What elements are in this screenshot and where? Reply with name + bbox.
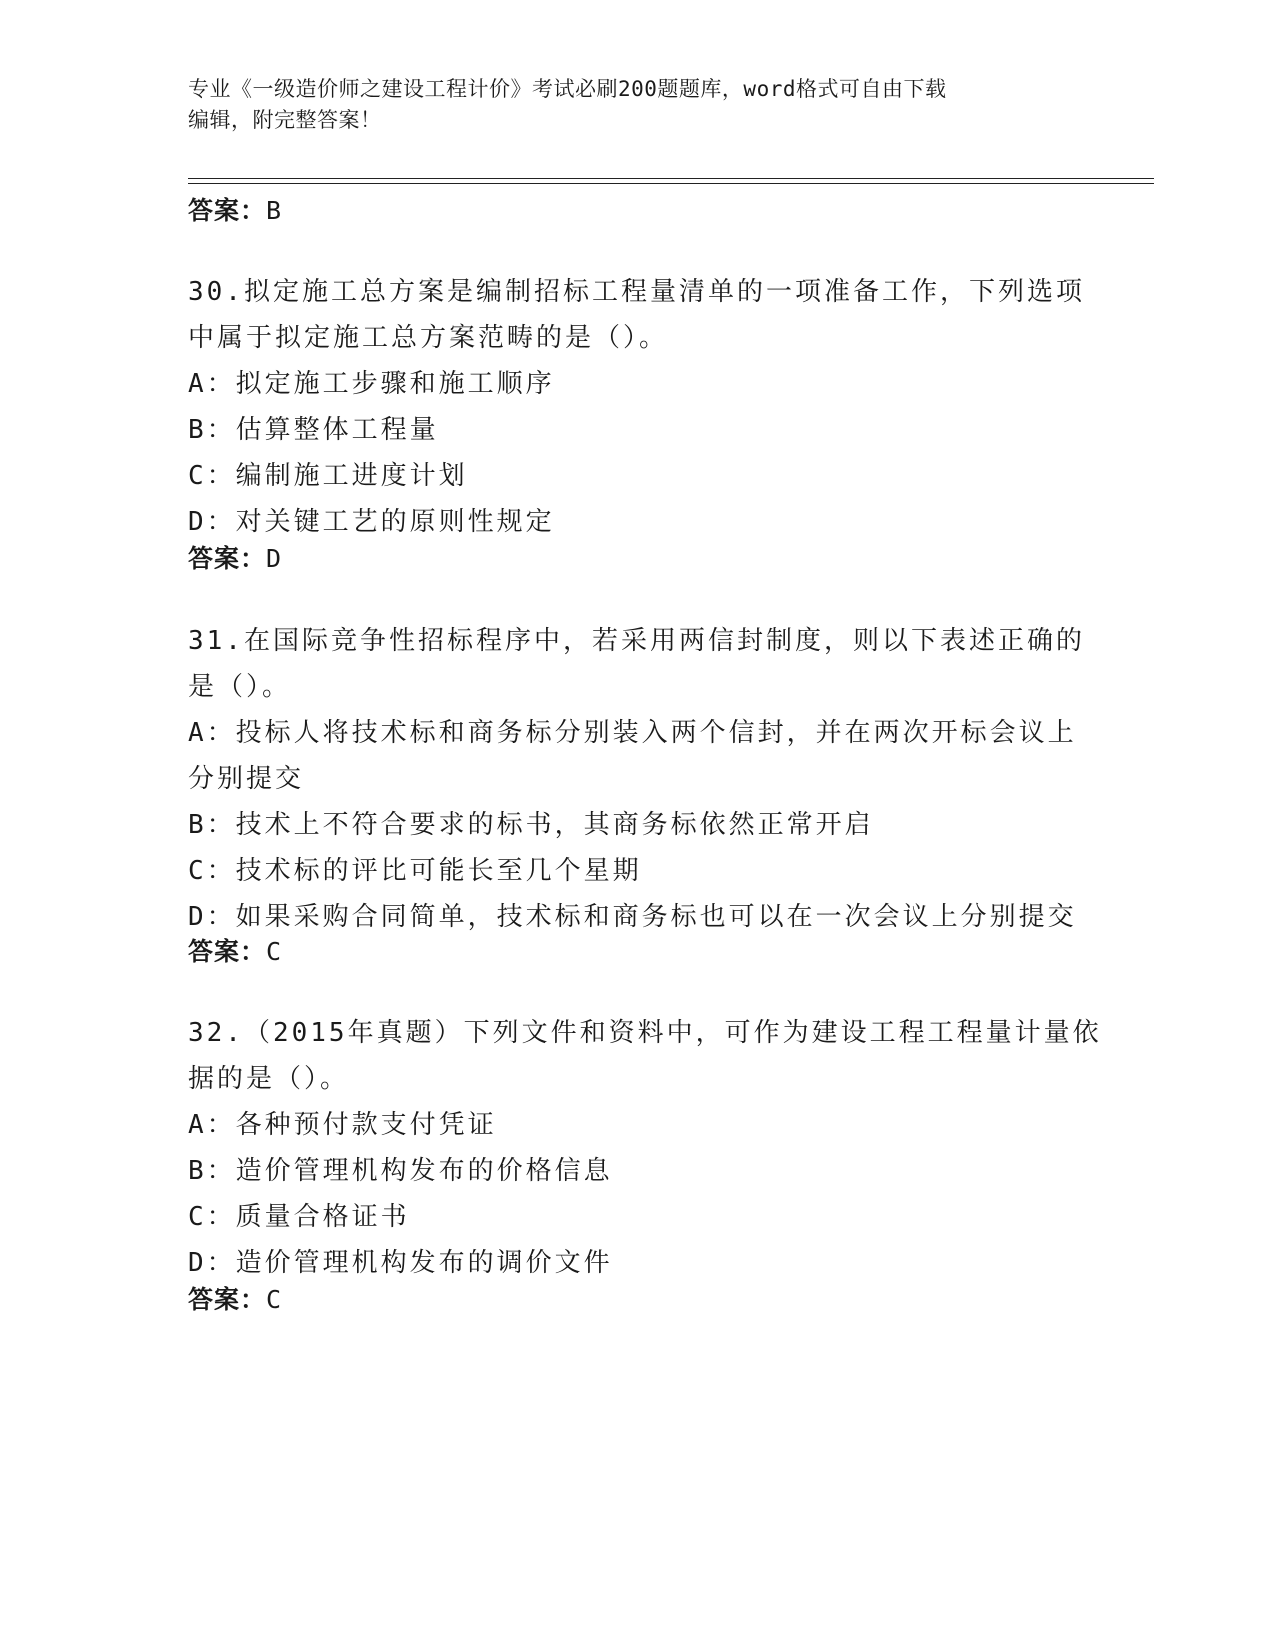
option-d: D：如果采购合同简单，技术标和商务标也可以在一次会议上分别提交 [188, 902, 1077, 932]
answer-label: 答案： [188, 937, 267, 966]
question-31 [188, 618, 1088, 940]
option-d: D：对关键工艺的原则性规定 [188, 507, 555, 537]
option-d: D：造价管理机构发布的调价文件 [188, 1248, 613, 1278]
header-line-1: 专业《一级造价师之建设工程计价》考试必刷200题题库，word格式可自由下载 [188, 77, 947, 101]
answer-label: 答案： [188, 544, 267, 573]
question-text-line: 31.在国际竞争性招标程序中，若采用两信封制度，则以下表述正确的 [188, 626, 1085, 656]
option-c: C：质量合格证书 [188, 1202, 410, 1232]
answer-value: C [266, 937, 283, 966]
option-c: C：编制施工进度计划 [188, 461, 468, 491]
question-32 [188, 1010, 1102, 1286]
question-text-line: 32.（2015年真题）下列文件和资料中，可作为建设工程工程量计量依 [188, 1018, 1102, 1048]
header-divider-bottom [188, 183, 1154, 184]
answer-32 [188, 1285, 282, 1315]
question-30 [188, 269, 1088, 545]
option-c: C：技术标的评比可能长至几个星期 [188, 856, 642, 886]
answer-31 [188, 937, 282, 967]
option-b: B：技术上不符合要求的标书，其商务标依然正常开启 [188, 810, 874, 840]
option-b: B：估算整体工程量 [188, 415, 439, 445]
answer-value: C [266, 1285, 283, 1314]
answer-label: 答案： [188, 1285, 267, 1314]
answer-prev [188, 196, 282, 226]
answer-label: 答案： [188, 196, 267, 225]
question-text-line: 30.拟定施工总方案是编制招标工程量清单的一项准备工作，下列选项 [188, 277, 1085, 307]
answer-30 [188, 544, 282, 574]
document-header [188, 74, 1088, 136]
header-line-2: 编辑，附完整答案！ [188, 108, 382, 132]
option-a: A：投标人将技术标和商务标分别装入两个信封，并在两次开标会议上 [188, 718, 1077, 748]
answer-value: B [266, 196, 283, 225]
answer-value: D [266, 544, 283, 573]
question-text-line: 是（）。 [188, 672, 292, 702]
question-text-line: 据的是（）。 [188, 1064, 350, 1094]
option-a: A：拟定施工步骤和施工顺序 [188, 369, 555, 399]
header-divider-top [188, 178, 1154, 179]
option-b: B：造价管理机构发布的价格信息 [188, 1156, 613, 1186]
option-a-continued: 分别提交 [188, 764, 305, 794]
question-text-line: 中属于拟定施工总方案范畴的是（）。 [188, 323, 669, 353]
option-a: A：各种预付款支付凭证 [188, 1110, 497, 1140]
